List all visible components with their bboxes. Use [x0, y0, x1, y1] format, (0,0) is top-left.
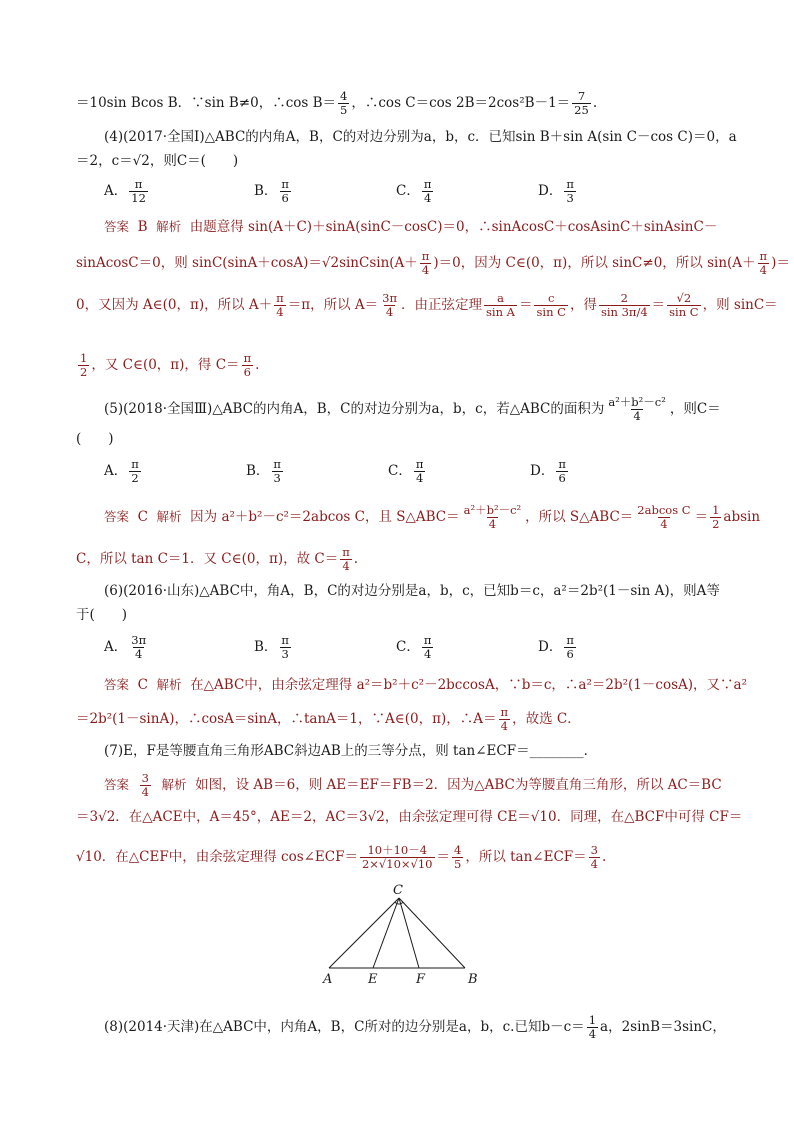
answer-label: 答案	[104, 219, 130, 234]
answer-value: B	[137, 219, 148, 235]
q4-option-b: B． $\frac{\pi}{6}$	[254, 177, 289, 205]
q6-option-d: D． $\frac{\pi}{6}$	[538, 633, 574, 661]
q7-explanation-2: ＝3√2．在△ACE中，A＝45°，AE＝2，AC＝3√2，由余弦定理可得 CE＝√10．同理，在△BCF中可得 CF＝	[76, 809, 743, 825]
text: .	[592, 95, 598, 111]
continuation-line	[76, 90, 597, 117]
q5-option-a: A． $\frac{\pi}{2}$	[104, 457, 139, 485]
side-ac	[329, 898, 399, 968]
q5-option-d: D． $\frac{\pi}{6}$	[530, 457, 566, 485]
label-c: C	[393, 883, 403, 898]
explanation-label: 解析	[156, 219, 182, 234]
label-f: F	[416, 972, 426, 987]
q5-explanation-2: C，所以 tan C＝1．又 C∈(0，π)，故 C＝ $\frac{\pi}{4}$ .	[76, 545, 359, 573]
label-b: B	[468, 972, 478, 987]
angle-mark	[395, 902, 403, 904]
q6-option-c: C． $\frac{\pi}{4}$	[396, 633, 432, 661]
segment-ce	[373, 898, 399, 968]
question-4-stem-cont: ＝2，c＝√2，则C＝( )	[76, 153, 239, 169]
q6-option-a: A． $\frac{3\pi}{4}$	[104, 633, 147, 661]
label-e: E	[368, 972, 378, 987]
q5-explanation-1: 答案 C 解析 因为 a²＋b²－c²＝2abcos C，且 S△ABC＝ $\frac{\text{a²＋b²－c²}}{4}$ ，所以 S△ABC＝ $\frac{\text{2abcos C}}{4}$ ＝ $\frac{1}{2}$ absin	[104, 503, 761, 531]
q4-option-c: C． $\frac{\pi}{4}$	[396, 177, 432, 205]
q5-option-b: B． $\frac{\pi}{3}$	[246, 457, 281, 485]
question-5-stem: (5)(2018·全国Ⅲ)△ABC的内角A，B，C的对边分别为a，b，c，若△ABC的面积为 $\frac{\text{a²＋b²－c²}}{4}$ ，则C＝	[104, 395, 721, 423]
q6-explanation-1: 答案 C 解析 在△ABC中，由余弦定理得 a²＝b²＋c²－2bccosA，∵b＝c，∴a²＝2b²(1－cosA)，又∵a²	[104, 677, 747, 693]
q5-option-c: C． $\frac{\pi}{4}$	[388, 457, 424, 485]
question-7-stem: (7)E，F是等腰直角三角形ABC斜边AB上的三等分点，则 tan∠ECF＝________．	[104, 743, 598, 759]
q4-explanation-4: $\frac{1}{2}$ ，又 C∈(0，π)，得 C＝ $\frac{\pi}{6}$ .	[80, 351, 260, 379]
label-a: A	[323, 972, 333, 987]
q7-explanation-3: √10．在△CEF中，由余弦定理得 cos∠ECF＝ $\frac{10+10-4}{2\times√10\times√10}$ ＝ $\frac{4}{5}$ ，所以 tan∠ECF＝ $\frac{3}{4}$ .	[76, 843, 607, 871]
q4-option-a: A． $\frac{\pi}{12}$	[104, 177, 146, 205]
text: ＝10sin Bcos B．∵sin B≠0，∴cos B＝	[76, 95, 337, 111]
question-4-stem: (4)(2017·全国Ⅰ)△ABC的内角A，B，C的对边分别为a，b，c．已知sin B＋sin A(sin C－cos C)＝0，a	[104, 129, 737, 145]
q4-explanation-1: 答案 B 解析 由题意得 sin(A＋C)＋sinA(sinC－cosC)＝0，∴sinAcosC＋cosAsinC＋sinAsinC－	[104, 219, 718, 235]
q4-explanation-3: 0，又因为 A∈(0，π)，所以 A＋ $\frac{\pi}{4}$ ＝π，所以 A＝ $\frac{3\pi}{4}$ ．由正弦定理 $\frac{a}{\text{sin A}}$ ＝ $\frac{c}{\text{sin C}}$ ，得 $\frac{2}{\sin 3\pi/4}$ ＝ $\frac{√2}{\text{sin C}}$ ，则 sinC＝	[76, 291, 778, 319]
triangle-figure	[318, 880, 498, 990]
fraction: $\frac{4}{5}$	[340, 89, 348, 117]
question-5-stem-cont: ( )	[76, 431, 114, 447]
q7-explanation-1: 答案 $\frac{3}{4}$ 解析 如图，设 AB＝6，则 AE＝EF＝FB＝2．因为△ABC为等腰直角三角形，所以 AC＝BC	[104, 771, 722, 799]
question-6-stem-cont: 于( )	[76, 607, 128, 623]
text: ，∴cos C＝cos 2B＝2cos²B－1＝	[351, 95, 571, 111]
q6-explanation-2: ＝2b²(1－sinA)，∴cosA＝sinA，∴tanA＝1，∵A∈(0，π)，∴A＝ $\frac{\pi}{4}$ ，故选 C．	[76, 705, 581, 733]
q4-option-d: D． $\frac{\pi}{3}$	[538, 177, 574, 205]
q6-option-b: B． $\frac{\pi}{3}$	[254, 633, 289, 661]
question-8-stem: (8)(2014·天津)在△ABC中，内角A，B，C所对的边分别是a，b，c.已知b－c＝ $\frac{1}{4}$ a，2sinB＝3sinC，	[104, 1013, 726, 1041]
fraction: $\frac{7}{25}$	[574, 89, 589, 117]
q4-explanation-2: sinAcosC＝0，则 sinC(sinA＋cosA)＝√2sinCsin(A＋ $\frac{\pi}{4}$ )＝0，因为 C∈(0，π)，所以 sinC≠0，所以 sin(A＋ $\frac{\pi}{4}$ )＝	[76, 249, 790, 277]
question-6-stem: (6)(2016·山东)△ABC中，角A，B，C的对边分别是a，b，c，已知b＝c，a²＝2b²(1－sin A)，则A等	[104, 583, 720, 599]
